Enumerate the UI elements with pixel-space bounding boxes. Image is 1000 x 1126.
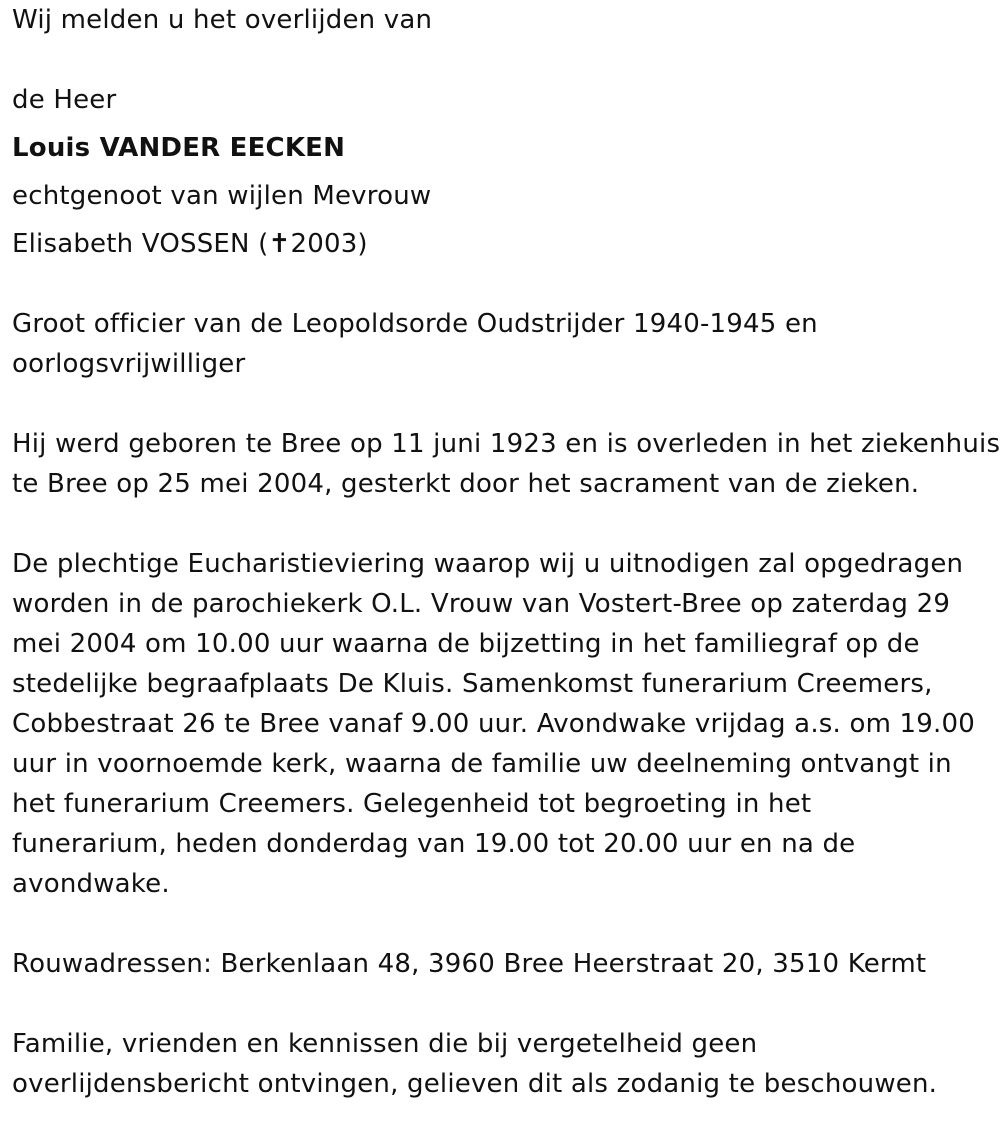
birth-death-line: Hij werd geboren te Bree op 11 juni 1923 en is overleden in het ziekenhuis (12, 429, 1000, 459)
ceremony-line: De plechtige Eucharistieviering waarop wij u uitnodigen zal opgedragen (12, 549, 964, 579)
birth-death-line: te Bree op 25 mei 2004, gesterkt door het sacrament van de zieken. (12, 469, 920, 499)
titles-line: oorlogsvrijwilliger (12, 349, 246, 379)
spouse-line-1: echtgenoot van wijlen Mevrouw (12, 181, 432, 211)
titles-paragraph (12, 304, 990, 384)
ceremony-line: het funerarium Creemers. Gelegenheid tot begroeting in het (12, 789, 812, 819)
ceremony-paragraph (12, 544, 990, 904)
titles-line: Groot officier van de Leopoldsorde Oudstrijder 1940-1945 en (12, 309, 818, 339)
deceased-name: Louis VANDER EECKEN (12, 133, 346, 163)
closing-paragraph (12, 1024, 990, 1104)
ceremony-line: worden in de parochiekerk O.L. Vrouw van Vostert-Bree op zaterdag 29 (12, 589, 951, 619)
closing-line: Familie, vrienden en kennissen die bij vergetelheid geen (12, 1029, 758, 1059)
ceremony-line: Cobbestraat 26 te Bree vanaf 9.00 uur. Avondwake vrijdag a.s. om 19.00 (12, 709, 975, 739)
ceremony-line: funerarium, heden donderdag van 19.00 tot 20.00 uur en na de (12, 829, 856, 859)
birth-death-paragraph (12, 424, 1000, 504)
mourning-addresses: Rouwadressen: Berkenlaan 48, 3960 Bree Heerstraat 20, 3510 Kermt (12, 949, 927, 979)
honorific: de Heer (12, 85, 117, 115)
closing-line: overlijdensbericht ontvingen, gelieven dit als zodanig te beschouwen. (12, 1069, 938, 1099)
ceremony-line: uur in voornoemde kerk, waarna de familie uw deelneming ontvangt in (12, 749, 952, 779)
ceremony-line: mei 2004 om 10.00 uur waarna de bijzetting in het familiegraf op de (12, 629, 920, 659)
intro-text: Wij melden u het overlijden van (12, 5, 433, 35)
spouse-line-2: Elisabeth VOSSEN (✝2003) (12, 229, 368, 259)
ceremony-line: avondwake. (12, 869, 170, 899)
ceremony-line: stedelijke begraafplaats De Kluis. Samenkomst funerarium Creemers, (12, 669, 933, 699)
death-notice (12, 0, 1000, 1104)
